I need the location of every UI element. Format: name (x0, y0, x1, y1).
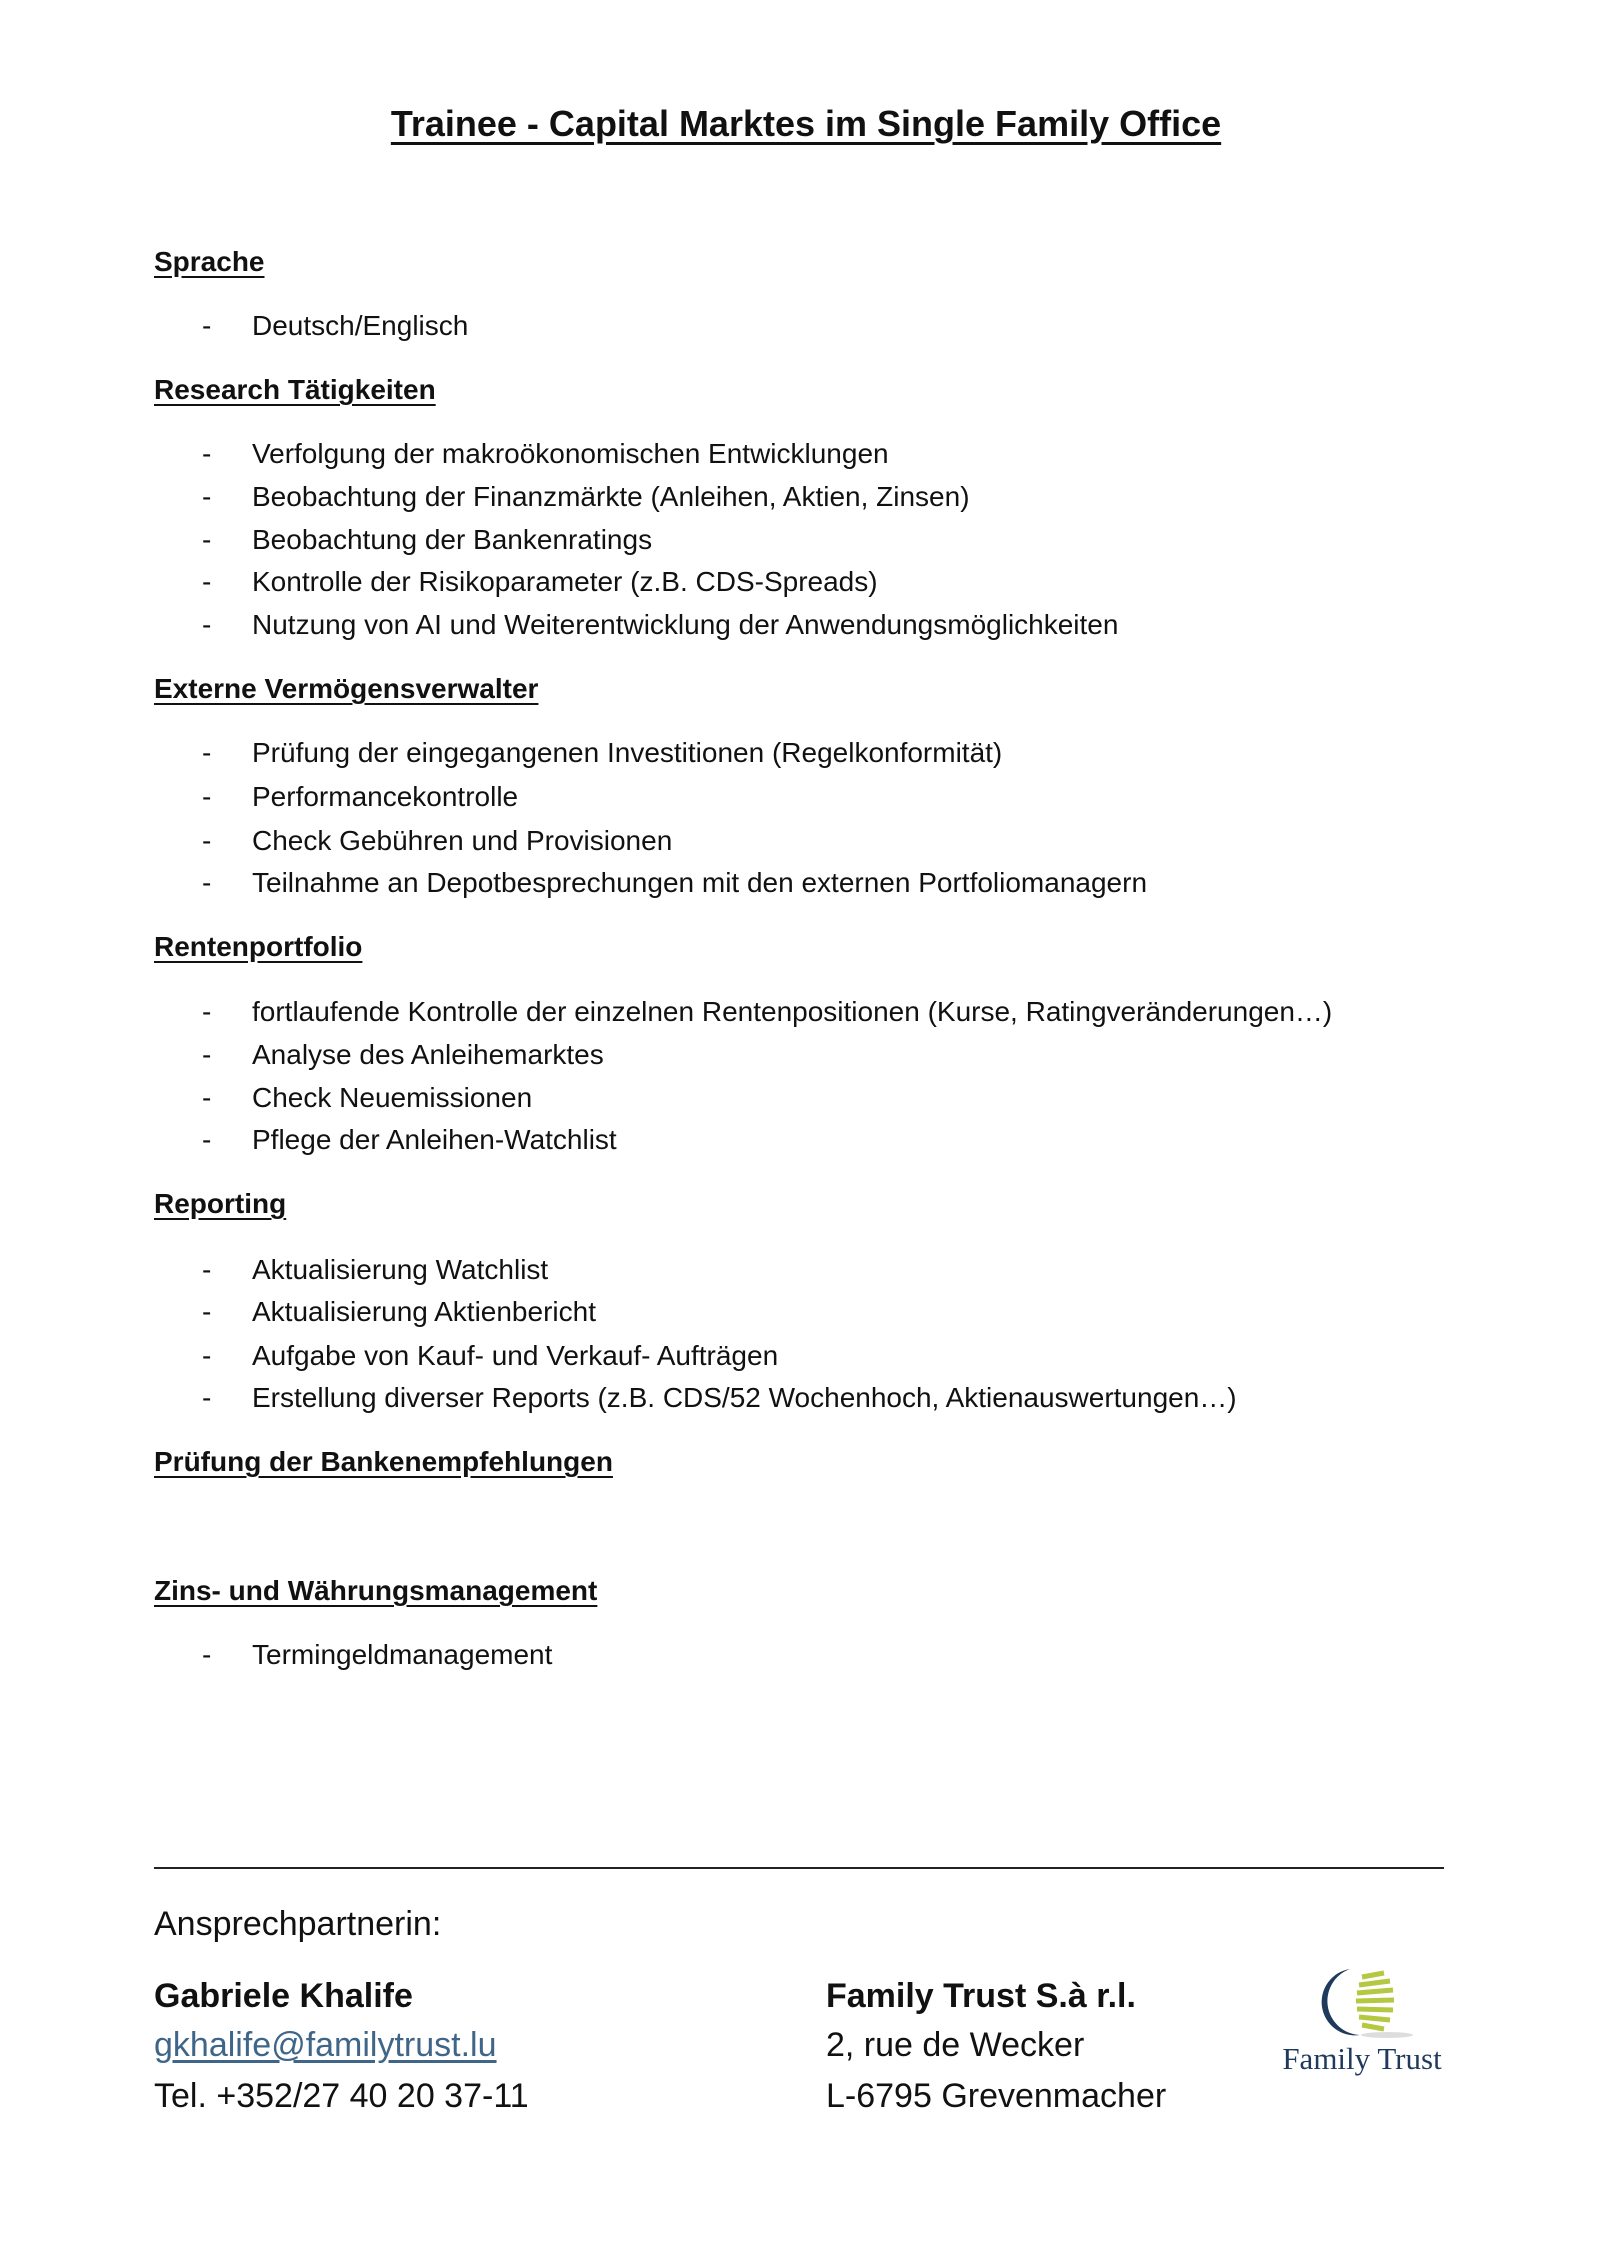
list-item: Beobachtung der Finanzmärkte (Anleihen, Aktien, Zinsen) (252, 481, 970, 512)
list-item: Kontrolle der Risikoparameter (z.B. CDS-Spreads) (252, 566, 878, 597)
bullet-dash: - (202, 1340, 212, 1371)
contact-phone: Tel. +352/27 40 20 37-11 (154, 2077, 529, 2115)
logo-text: Family Trust (1282, 2041, 1442, 2076)
list-item: Analyse des Anleihemarktes (252, 1039, 604, 1070)
family-trust-logo (1262, 1965, 1462, 2085)
list-item: Erstellung diverser Reports (z.B. CDS/52 Wochenhoch, Aktienauswertungen…) (252, 1382, 1237, 1413)
list-item: Verfolgung der makroökonomischen Entwicklungen (252, 438, 889, 469)
bullet-dash: - (202, 781, 212, 812)
section-heading-rentenportfolio: Rentenportfolio (154, 931, 363, 962)
list-item: Check Gebühren und Provisionen (252, 825, 673, 856)
sun-logo-icon (1262, 1965, 1462, 2041)
section-heading-reporting: Reporting (154, 1188, 287, 1219)
list-item: Pflege der Anleihen-Watchlist (252, 1124, 617, 1155)
section-heading-sprache: Sprache (154, 246, 265, 277)
bullet-dash: - (202, 310, 212, 341)
section-heading-research: Research Tätigkeiten (154, 374, 436, 405)
bullet-dash: - (202, 996, 212, 1027)
section-heading-bankenempfehlungen: Prüfung der Bankenempfehlungen (154, 1446, 613, 1477)
contact-label: Ansprechpartnerin: (154, 1905, 442, 1943)
list-item: Performancekontrolle (252, 781, 519, 812)
company-street: 2, rue de Wecker (826, 2026, 1085, 2064)
list-item: Prüfung der eingegangenen Investitionen (Regelkonformität) (252, 737, 1003, 768)
bullet-dash: - (202, 524, 212, 555)
bullet-dash: - (202, 867, 212, 898)
bullet-dash: - (202, 438, 212, 469)
contact-name: Gabriele Khalife (154, 1977, 413, 2015)
bullet-dash: - (202, 737, 212, 768)
list-item: Termingeldmanagement (252, 1639, 553, 1670)
company-city: L-6795 Grevenmacher (826, 2077, 1167, 2115)
list-item: Aufgabe von Kauf- und Verkauf- Aufträgen (252, 1340, 779, 1371)
contact-email-link[interactable]: gkhalife@familytrust.lu (154, 2026, 497, 2064)
list-item: fortlaufende Kontrolle der einzelnen Rentenpositionen (Kurse, Ratingveränderungen…) (252, 996, 1333, 1027)
list-item: Aktualisierung Watchlist (252, 1254, 549, 1285)
section-heading-externe: Externe Vermögensverwalter (154, 673, 539, 704)
bullet-dash: - (202, 1639, 212, 1670)
list-item: Teilnahme an Depotbesprechungen mit den externen Portfoliomanagern (252, 867, 1148, 898)
list-item: Beobachtung der Bankenratings (252, 524, 653, 555)
bullet-dash: - (202, 1039, 212, 1070)
bullet-dash: - (202, 1382, 212, 1413)
section-heading-zins-waehrung: Zins- und Währungsmanagement (154, 1575, 598, 1606)
bullet-dash: - (202, 825, 212, 856)
page-title: Trainee - Capital Marktes im Single Family Office (390, 103, 1222, 144)
bullet-dash: - (202, 1296, 212, 1327)
bullet-dash: - (202, 1124, 212, 1155)
list-item: Check Neuemissionen (252, 1082, 533, 1113)
bullet-dash: - (202, 1254, 212, 1285)
list-item: Deutsch/Englisch (252, 310, 469, 341)
bullet-dash: - (202, 566, 212, 597)
bullet-dash: - (202, 1082, 212, 1113)
footer-divider (154, 1867, 1444, 1869)
bullet-dash: - (202, 609, 212, 640)
bullet-dash: - (202, 481, 212, 512)
list-item: Nutzung von AI und Weiterentwicklung der Anwendungsmöglichkeiten (252, 609, 1119, 640)
company-name: Family Trust S.à r.l. (826, 1977, 1136, 2015)
list-item: Aktualisierung Aktienbericht (252, 1296, 596, 1327)
